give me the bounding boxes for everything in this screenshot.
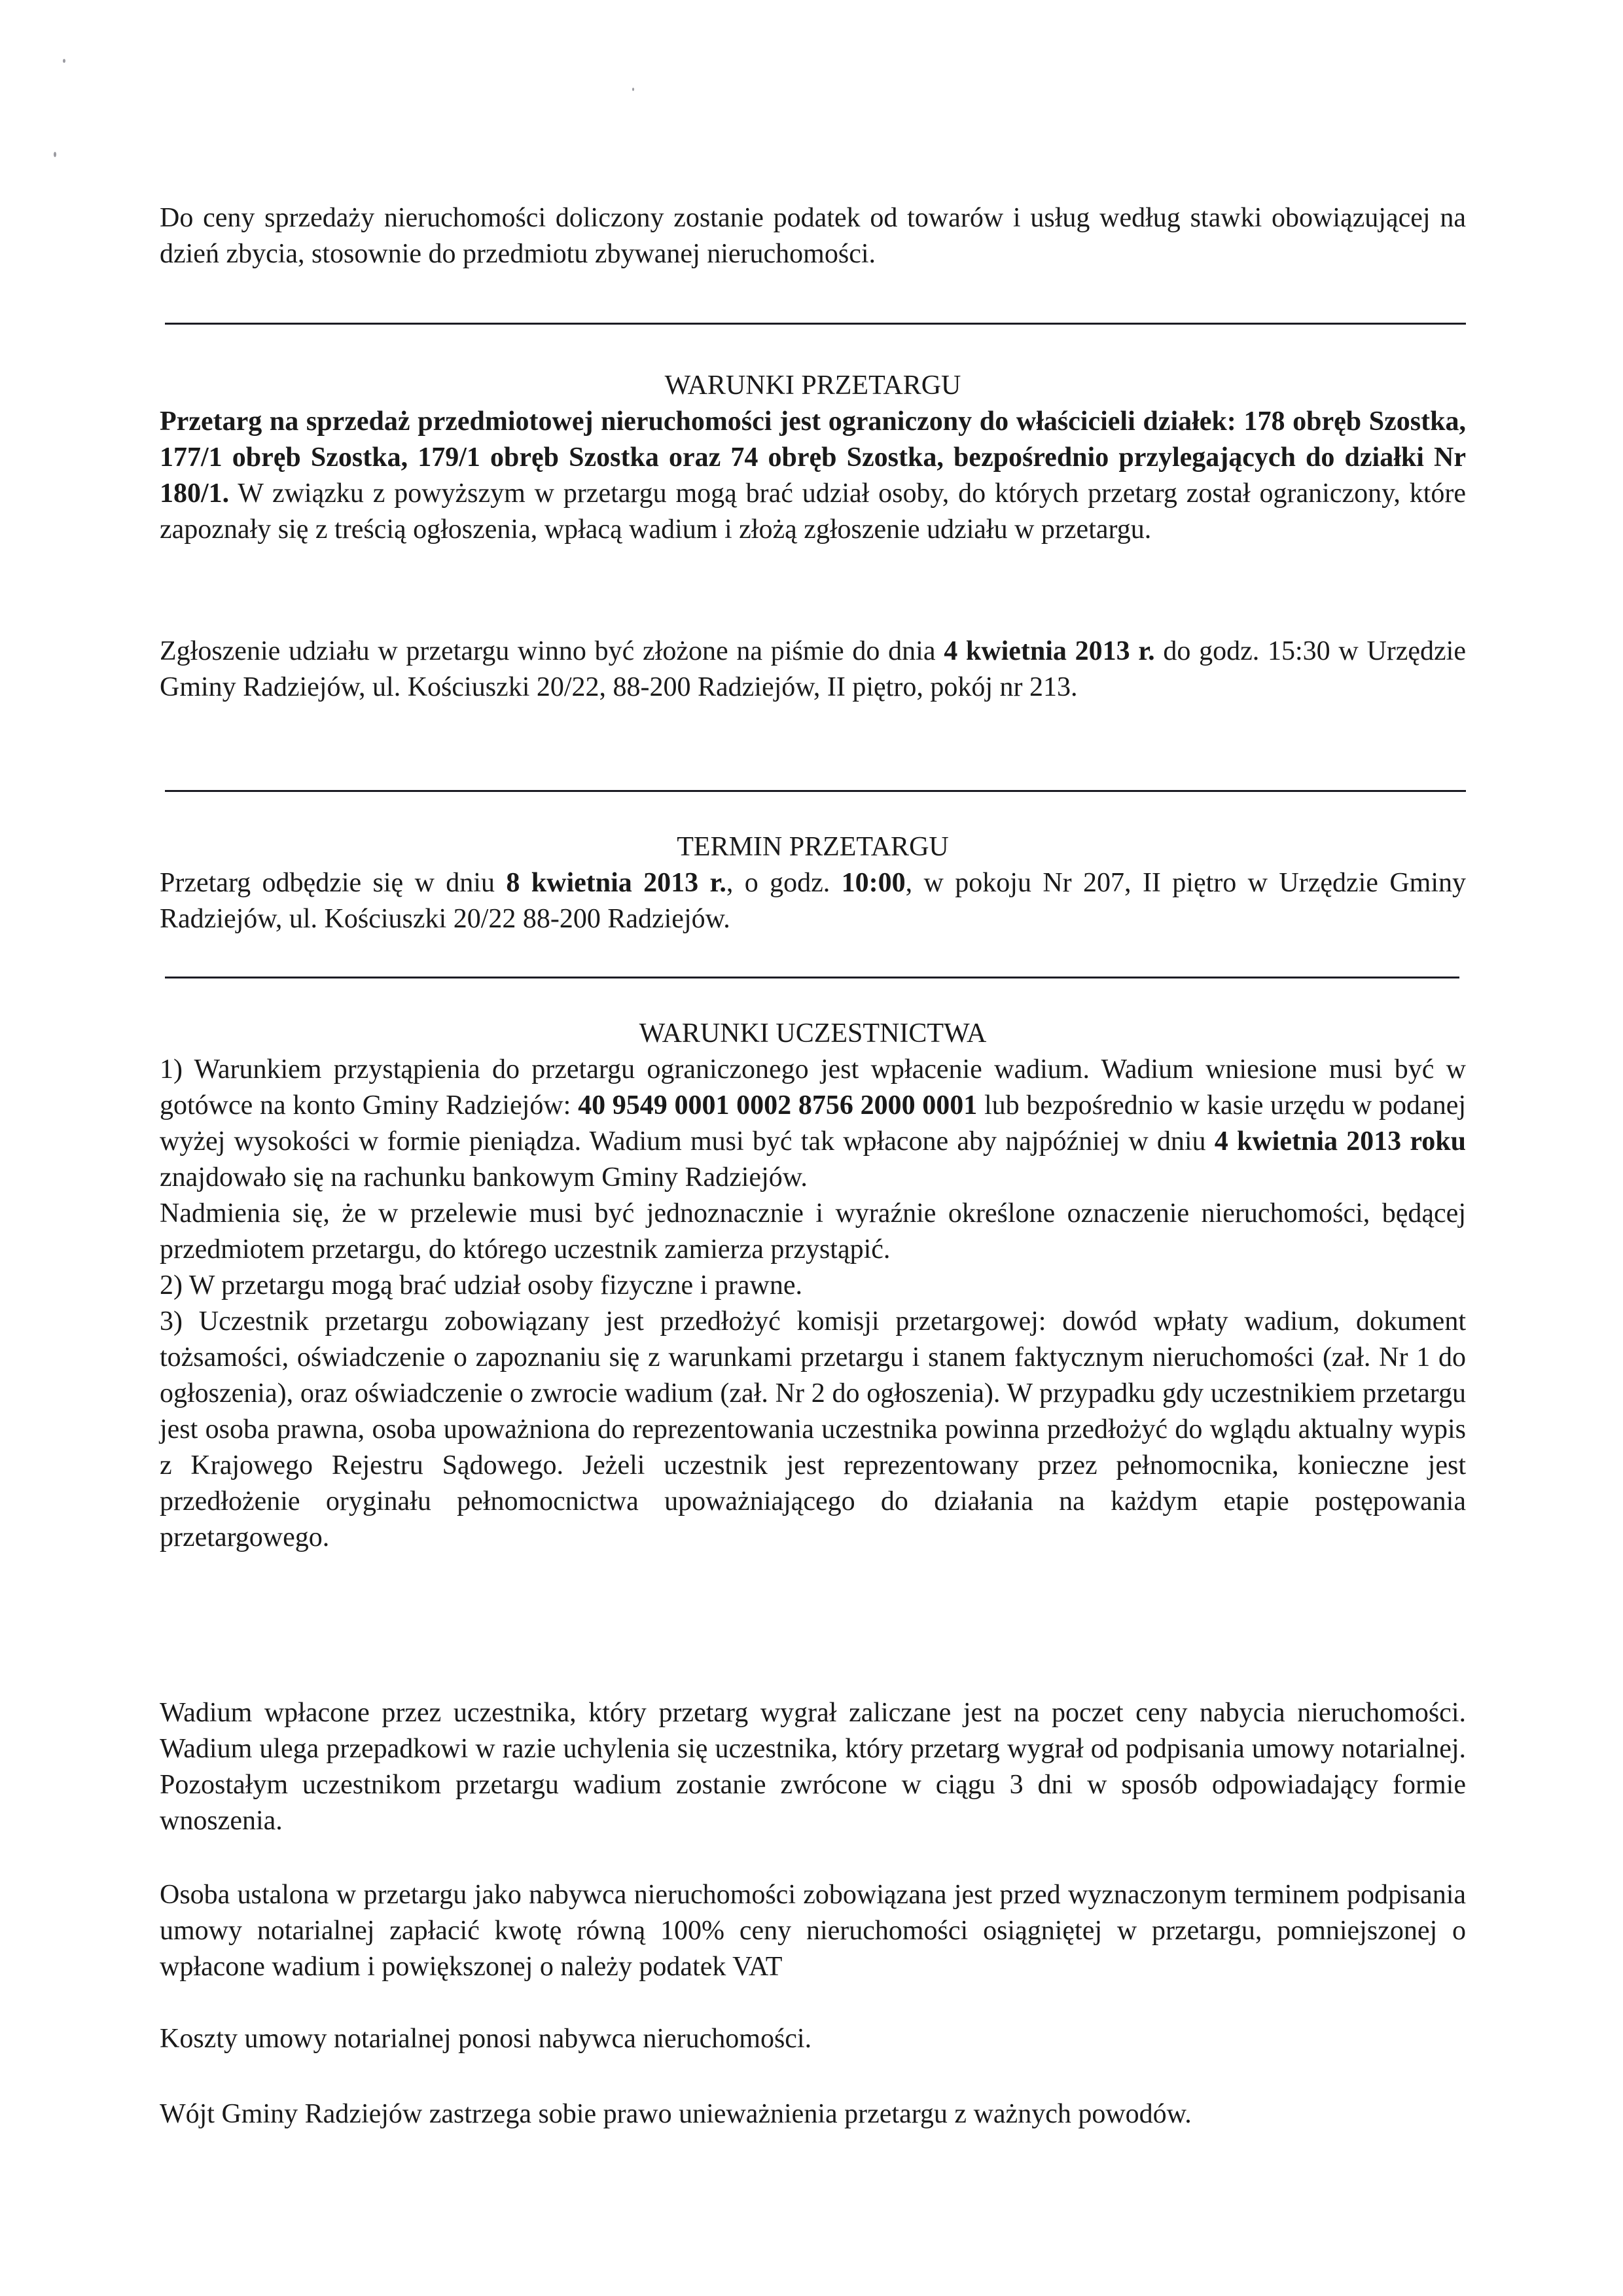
section-divider [165,790,1466,792]
section-divider [165,977,1459,978]
zgloszenie-text-b: do godz. 15:30 w Urzędzie Gminy Radziejów, ul. Kościuszki 20/22, 88-200 Radziejów, II piętro, pokój nr 213. [160,636,1466,702]
nabywca-text: Osoba ustalona w przetargu jako nabywca nieruchomości zobowiązana jest przed wyznaczonym terminem podpisania umowy notarialnej zapłacić kwotę równą 100% ceny nieruchomości osiągniętej w przetargu, pomniejszonej o wpłacone wadium i powiększonej o należy podatek VAT [160,1880,1466,1982]
heading-warunki-uczestnictwa: WARUNKI UCZESTNICTWA [639,1018,987,1049]
zgloszenie-paragraph [160,634,1466,706]
intro-text: Do ceny sprzedaży nieruchomości doliczony zostanie podatek od towarów i usług według stawki obowiązującej na dzień zbycia, stosownie do przedmiotu zbywanej nieruchomości. [160,203,1466,269]
condition-item-3: 3) Uczestnik przetargu zobowiązany jest przedłożyć komisji przetargowej: dowód wpłaty wadium, dokument tożsamości, oświadczenie o zapoznaniu się z warunkami przetargu i stanem faktycznym nieruchomości (zał. Nr 1 do ogłoszenia), oraz oświadczenie o zwrocie wadium (zał. Nr 2 do ogłoszenia). W przypadku gdy uczestnikiem przetargu jest osoba prawna, osoba upoważniona do reprezentowania uczestnika powinna przedłożyć do wglądu aktualny wypis z Krajowego Rejestru Sądowego. Jeżeli uczestnik jest reprezentowany przez pełnomocnika, konieczne jest przedłożenie oryginału pełnomocnictwa upoważniającego do działania na każdym etapie postępowania przetargowego. [160,1306,1466,1552]
termin-text-a: Przetarg odbędzie się w dniu [160,868,507,898]
zgloszenie-text-a: Zgłoszenie udziału w przetargu winno być złożone na piśmie do dnia [160,636,944,666]
warunki-uczestnictwa-list [160,1052,1466,1556]
wadium-paragraph [160,1695,1466,1839]
condition-item-2: 2) W przetargu mogą brać udział osoby fizyczne i prawne. [160,1270,802,1300]
koszty-text: Koszty umowy notarialnej ponosi nabywca nieruchomości. [160,2024,812,2054]
heading-termin-przetargu: TERMIN PRZETARGU [677,832,949,862]
zastrzezenie-paragraph [160,2096,1466,2132]
zastrzezenie-text: Wójt Gminy Radziejów zastrzega sobie prawo unieważnienia przetargu z ważnych powodów. [160,2099,1192,2129]
heading-warunki-przetargu: WARUNKI PRZETARGU [664,370,961,401]
transfer-note: Nadmienia się, że w przelewie musi być jednoznacznie i wyraźnie określone oznaczenie nieruchomości, będącej przedmiotem przetargu, do którego uczestnik zamierza przystąpić. [160,1198,1466,1265]
restriction-statement: Przetarg na sprzedaż przedmiotowej nieruchomości jest ograniczony do właścicieli działek: 178 obręb Szostka, 177/1 obręb Szostka, 179/1 obręb Szostka oraz 74 obręb Szostka, bezpośrednio przylegających do działki Nr 180/1. [160,406,1466,509]
wadium-text: Wadium wpłacone przez uczestnika, który przetarg wygrał zaliczane jest na poczet ceny nabycia nieruchomości. Wadium ulega przepadkowi w razie uchylenia się uczestnika, który przetarg wygrał od podpisania umowy notarialnej. Pozostałym uczestnikom przetargu wadium zostanie zwrócone w ciągu 3 dni w sposób odpowiadający formie wnoszenia. [160,1698,1466,1836]
condition-1-text-c: znajdowało się na rachunku bankowym Gminy Radziejów. [160,1162,808,1193]
scan-speck [63,59,65,63]
koszty-paragraph [160,2021,1466,2057]
condition-1-text-a: 1) Warunkiem przystąpienia do przetargu ograniczonego jest wpłacenie wadium. Wadium wniesione musi być w gotówce na konto Gminy Radziejów: [160,1054,1466,1121]
scan-speck [632,88,634,91]
termin-paragraph [160,865,1466,937]
condition-item-1 [160,1052,1466,1196]
termin-text-b: , o godz. [726,868,842,898]
termin-text-c: , w pokoju Nr 207, II piętro w Urzędzie Gminy Radziejów, ul. Kościuszki 20/22 88-200 Radziejów. [160,868,1466,934]
condition-1-text-b: lub bezpośrednio w kasie urzędu w podanej wyżej wysokości w formie pieniądza. Wadium musi być tak wpłacone aby najpóźniej w dniu [160,1090,1466,1157]
intro-paragraph [160,200,1466,272]
scan-speck [54,152,56,157]
section-divider [165,323,1466,325]
termin-date: 8 kwietnia 2013 r. [506,868,726,898]
termin-time: 10:00 [841,868,906,898]
warunki-przetargu-paragraph [160,404,1466,548]
zgloszenie-deadline-date: 4 kwietnia 2013 r. [944,636,1155,666]
participation-text: W związku z powyższym w przetargu mogą brać udział osoby, do których przetarg został ograniczony, które zapoznały się z treścią ogłoszenia, wpłacą wadium i złożą zgłoszenie udziału w przetargu. [160,478,1466,545]
nabywca-paragraph [160,1877,1466,1985]
wadium-deadline-date: 4 kwietnia 2013 roku [1214,1126,1466,1157]
bank-account-number: 40 9549 0001 0002 8756 2000 0001 [578,1090,978,1121]
